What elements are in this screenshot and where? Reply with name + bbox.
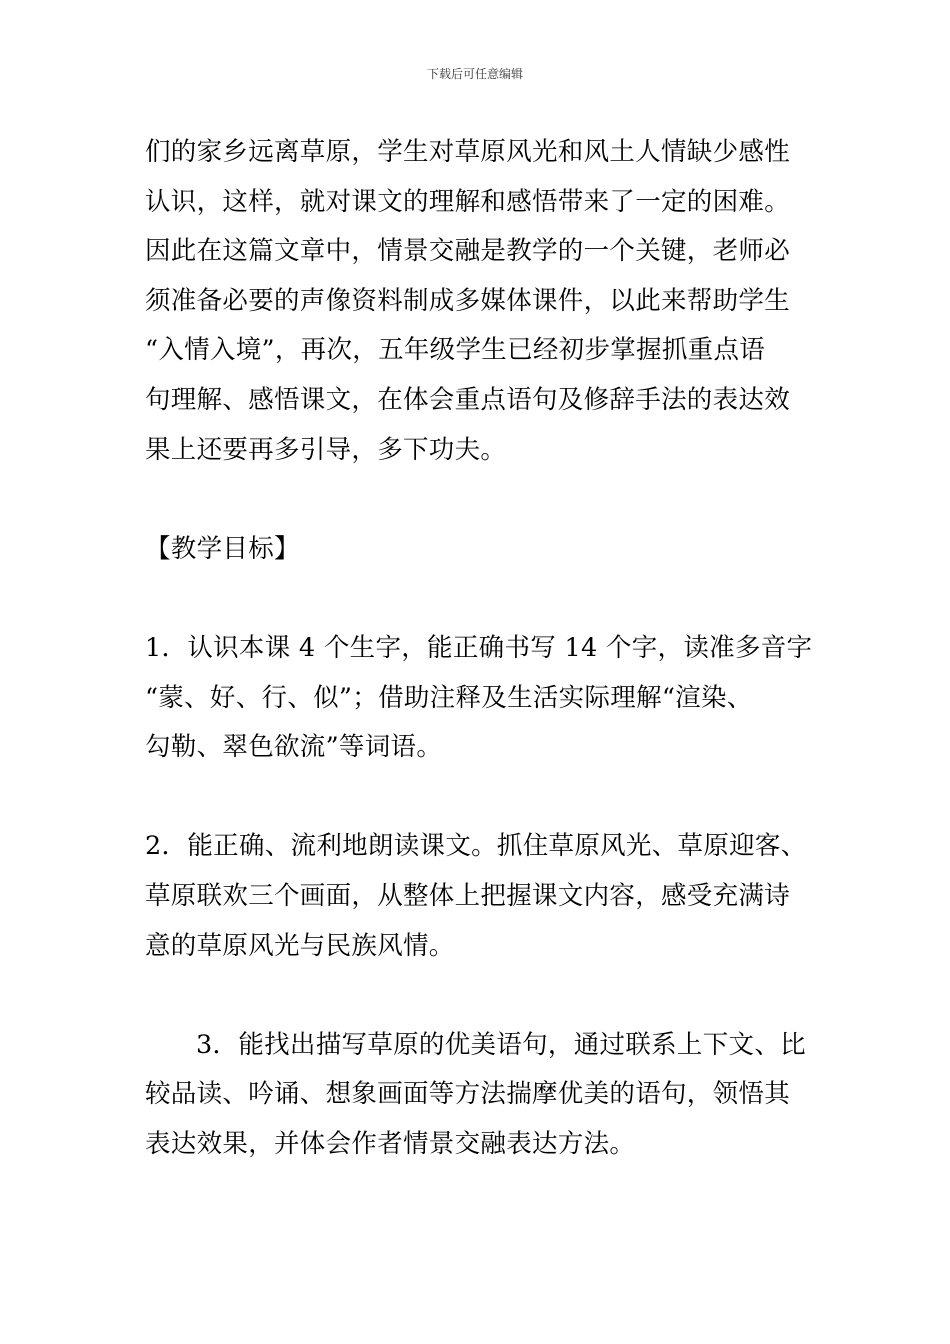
- goal-line: 意的草原风光与民族风情。: [145, 930, 455, 961]
- page-header-note: 下载后可任意编辑: [426, 67, 523, 81]
- goal-line: 表达效果，并体会作者情景交融表达方法。: [145, 1128, 636, 1159]
- paragraph-spacer: [145, 773, 810, 823]
- intro-paragraph: [145, 128, 810, 475]
- paragraph-spacer: [145, 971, 810, 1021]
- paragraph-spacer: [145, 475, 810, 525]
- paragraph-line: 须准备必要的声像资料制成多媒体课件，以此来帮助学生: [145, 285, 791, 316]
- goal-line: 草原联欢三个画面，从整体上把握课文内容，感受充满诗: [145, 880, 791, 911]
- goal-line: 2．能正确、流利地朗读课文。抓住草原风光、草原迎客、: [145, 831, 807, 862]
- paragraph-line: 因此在这篇文章中，情景交融是教学的一个关键，老师必: [145, 236, 791, 267]
- goal-item-2: [145, 822, 810, 971]
- section-title: 【教学目标】: [145, 533, 300, 564]
- goal-item-3: [145, 1021, 810, 1170]
- goal-line: “蒙、好、行、似”；借助注释及生活实际理解“渲染、: [145, 682, 753, 713]
- paragraph-line: 果上还要再多引导，多下功夫。: [145, 434, 507, 465]
- paragraph-line: 认识，这样，就对课文的理解和感悟带来了一定的困难。: [145, 186, 791, 217]
- goal-line: 较品读、吟诵、想象画面等方法揣摩优美的语句，领悟其: [145, 1079, 791, 1110]
- goal-line: 勾勒、翠色欲流”等词语。: [145, 732, 443, 763]
- paragraph-line: 句理解、感悟课文，在体会重点语句及修辞手法的表达效: [145, 384, 791, 415]
- document-body: [145, 128, 813, 1169]
- paragraph-line: 们的家乡远离草原，学生对草原风光和风土人情缺少感性: [145, 137, 791, 167]
- goal-line: 1．认识本课 4 个生字，能正确书写 14 个字，读准多音字: [145, 632, 813, 663]
- paragraph-spacer: [145, 574, 810, 624]
- goal-line: 3．能找出描写草原的优美语句，通过联系上下文、比: [196, 1029, 806, 1060]
- paragraph-line: “入情入境”，再次，五年级学生已经初步掌握抓重点语: [145, 335, 766, 366]
- goal-item-1: [145, 624, 813, 773]
